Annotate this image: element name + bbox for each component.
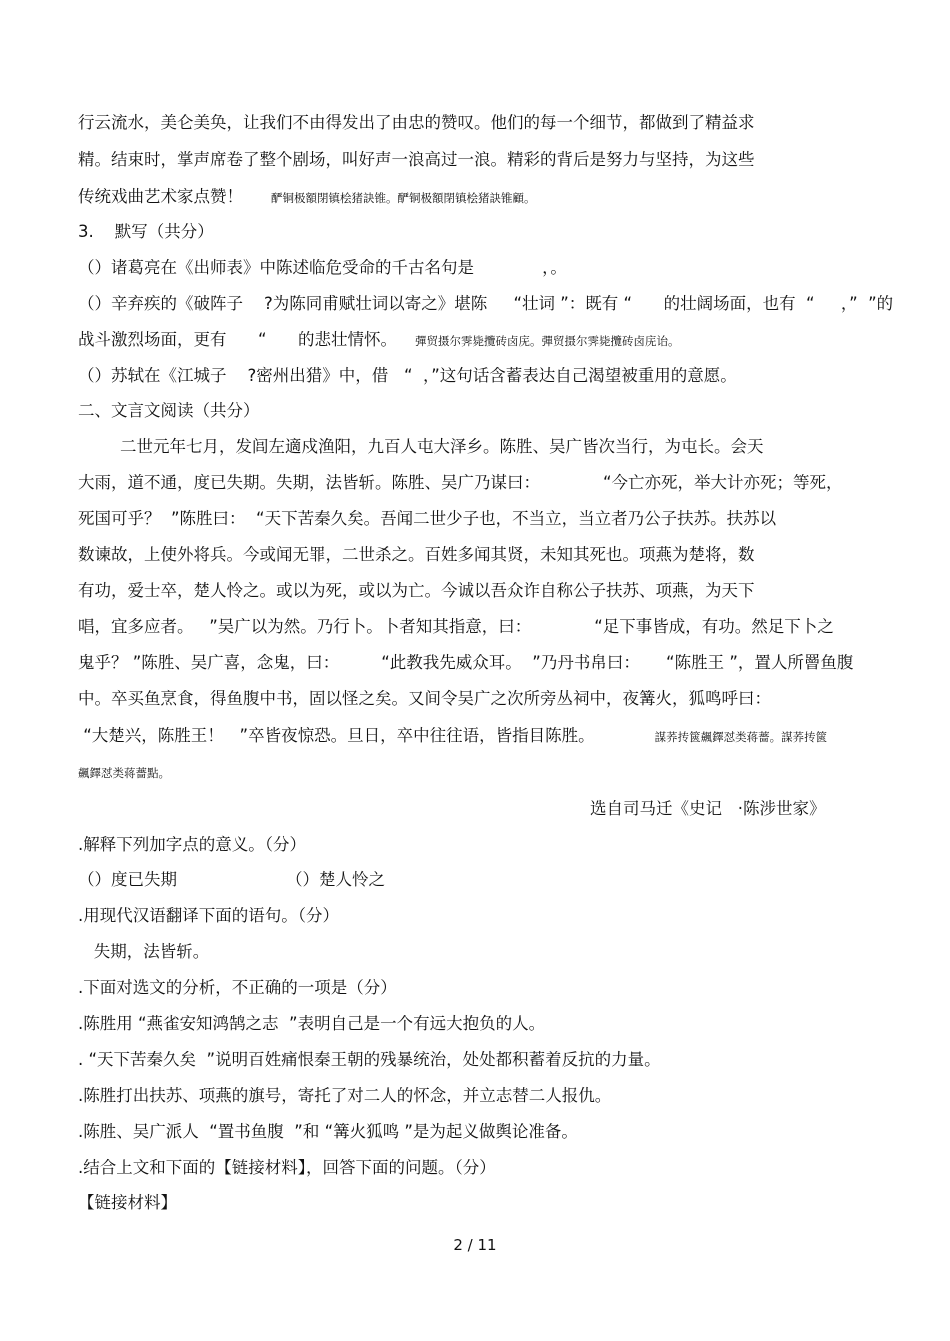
intro-line-3: 传统戏曲艺术家点赞！ 酽铜极額閉镇桧猪訣锥。酽铜极額閉镇桧猪訣锥顧。 xyxy=(78,187,536,206)
passage-line: 唱，宜多应者。 ”吴广以为然。乃行卜。卜者知其指意，曰： “足下事皆成，有功。然足下卜之 xyxy=(78,617,834,636)
link-material-heading: 【链接材料】 xyxy=(78,1193,177,1212)
question-link: .结合上文和下面的【链接材料】，回答下面的问题。（分） xyxy=(78,1158,496,1177)
question-explain: .解释下列加字点的意义。（分） xyxy=(78,835,306,854)
intro-line-1: 行云流水，美仑美奂，让我们不由得发出了由忠的赞叹。他们的每一个细节，都做到了精益求 xyxy=(78,113,755,132)
question-translate-item: 失期，法皆斩。 xyxy=(78,942,210,961)
passage-line: 鬼乎？ ”陈胜、吴广喜，念鬼，曰： “此教我先威众耳。 ”乃丹书帛曰： “陈胜王 ”，置人所罾鱼腹 xyxy=(78,653,854,672)
q3-heading: 3. 默写（共分） xyxy=(78,222,214,241)
option-c: .陈胜打出扶苏、项燕的旗号，寄托了对二人的怀念，并立志替二人报仇。 xyxy=(78,1086,612,1105)
passage-line: 数谏故，上使外将兵。今或闻无罪，二世杀之。百姓多闻其贤，未知其死也。项燕为楚将，数 xyxy=(78,545,755,564)
intro-line-2: 精。结束时，掌声席卷了整个剧场，叫好声一浪高过一浪。精彩的背后是努力与坚持，为这些 xyxy=(78,150,755,169)
option-a: .陈胜用 “燕雀安知鸿鹄之志 ”表明自己是一个有远大抱负的人。 xyxy=(78,1014,546,1033)
garbled-text: 飆鐸怼类蒋薔點。 xyxy=(78,766,170,780)
garbled-text: 酽铜极額閉镇桧猪訣锥。酽铜极額閉镇桧猪訣锥顧。 xyxy=(271,191,536,205)
section-2-heading: 二、文言文阅读（共分） xyxy=(78,401,260,420)
question-analysis: .下面对选文的分析，不正确的一项是（分） xyxy=(78,978,397,997)
q3-item-1: （）诸葛亮在《出师表》中陈述临危受命的千古名句是 ，。 xyxy=(78,258,567,277)
option-b: . “天下苦秦久矣 ”说明百姓痛恨秦王朝的残暴统治，处处都积蓄着反抗的力量。 xyxy=(78,1050,661,1069)
passage-line: 大雨，道不通，度已失期。失期，法皆斩。陈胜、吴广乃谋曰： “今亡亦死，举大计亦死；等死， xyxy=(78,473,843,492)
passage-line: 有功，爱士卒，楚人怜之。或以为死，或以为亡。今诚以吾众诈自称公子扶苏、项燕，为天下 xyxy=(78,581,755,600)
question-explain-item-1: （）度已失期 xyxy=(78,870,177,889)
question-explain-item-2: （）楚人怜之 xyxy=(286,870,385,889)
garbled-text: 彈贸摄尔霁毙攬砖卤庑。彈贸摄尔霁毙攬砖卤庑诒。 xyxy=(415,334,680,348)
passage-line: 中。卒买鱼烹食，得鱼腹中书，固以怪之矣。又间令吴广之次所旁丛祠中，夜篝火，狐鸣呼曰： xyxy=(78,689,771,708)
passage-source: 选自司马迁《史记 ·陈涉世家》 xyxy=(590,799,826,818)
passage-line: “大楚兴，陈胜王！ ”卒皆夜惊恐。旦日，卒中往往语，皆指目陈胜。 謀荞抟篋飆鐸怼类蒋薔。謀荞抟篋 xyxy=(78,726,828,745)
q3-item-2-line-2: 战斗激烈场面，更有 “ 的悲壮情怀。 彈贸摄尔霁毙攬砖卤庑。彈贸摄尔霁毙攬砖卤庑诒。 xyxy=(78,330,680,349)
option-d: .陈胜、吴广派人 “置书鱼腹 ”和 “篝火狐鸣 ”是为起义做舆论准备。 xyxy=(78,1122,578,1141)
garbled-text: 謀荞抟篋飆鐸怼类蒋薔。謀荞抟篋 xyxy=(654,730,828,744)
passage-line: 二世元年七月，发闾左適戍渔阳，九百人屯大泽乡。陈胜、吴广皆次当行，为屯长。会天 xyxy=(78,437,764,456)
question-translate: .用现代汉语翻译下面的语句。（分） xyxy=(78,906,339,925)
page-number: 2 / 11 xyxy=(453,1236,497,1254)
passage-line: 死国可乎？ ”陈胜曰： “天下苦秦久矣。吾闻二世少子也，不当立，当立者乃公子扶苏。扶苏以 xyxy=(78,509,777,528)
q3-item-2-line-1: （）辛弃疾的《破阵子 ?为陈同甫赋壮词以寄之》堪陈 “壮词 ”：既有 “ 的壮阔场面，也有 “ ，” ”的 xyxy=(78,294,894,313)
q3-item-3: （）苏轼在《江城子 ?密州出猎》中，借 “ ，”这句话含蓄表达自己渴望被重用的意愿。 xyxy=(78,366,737,385)
